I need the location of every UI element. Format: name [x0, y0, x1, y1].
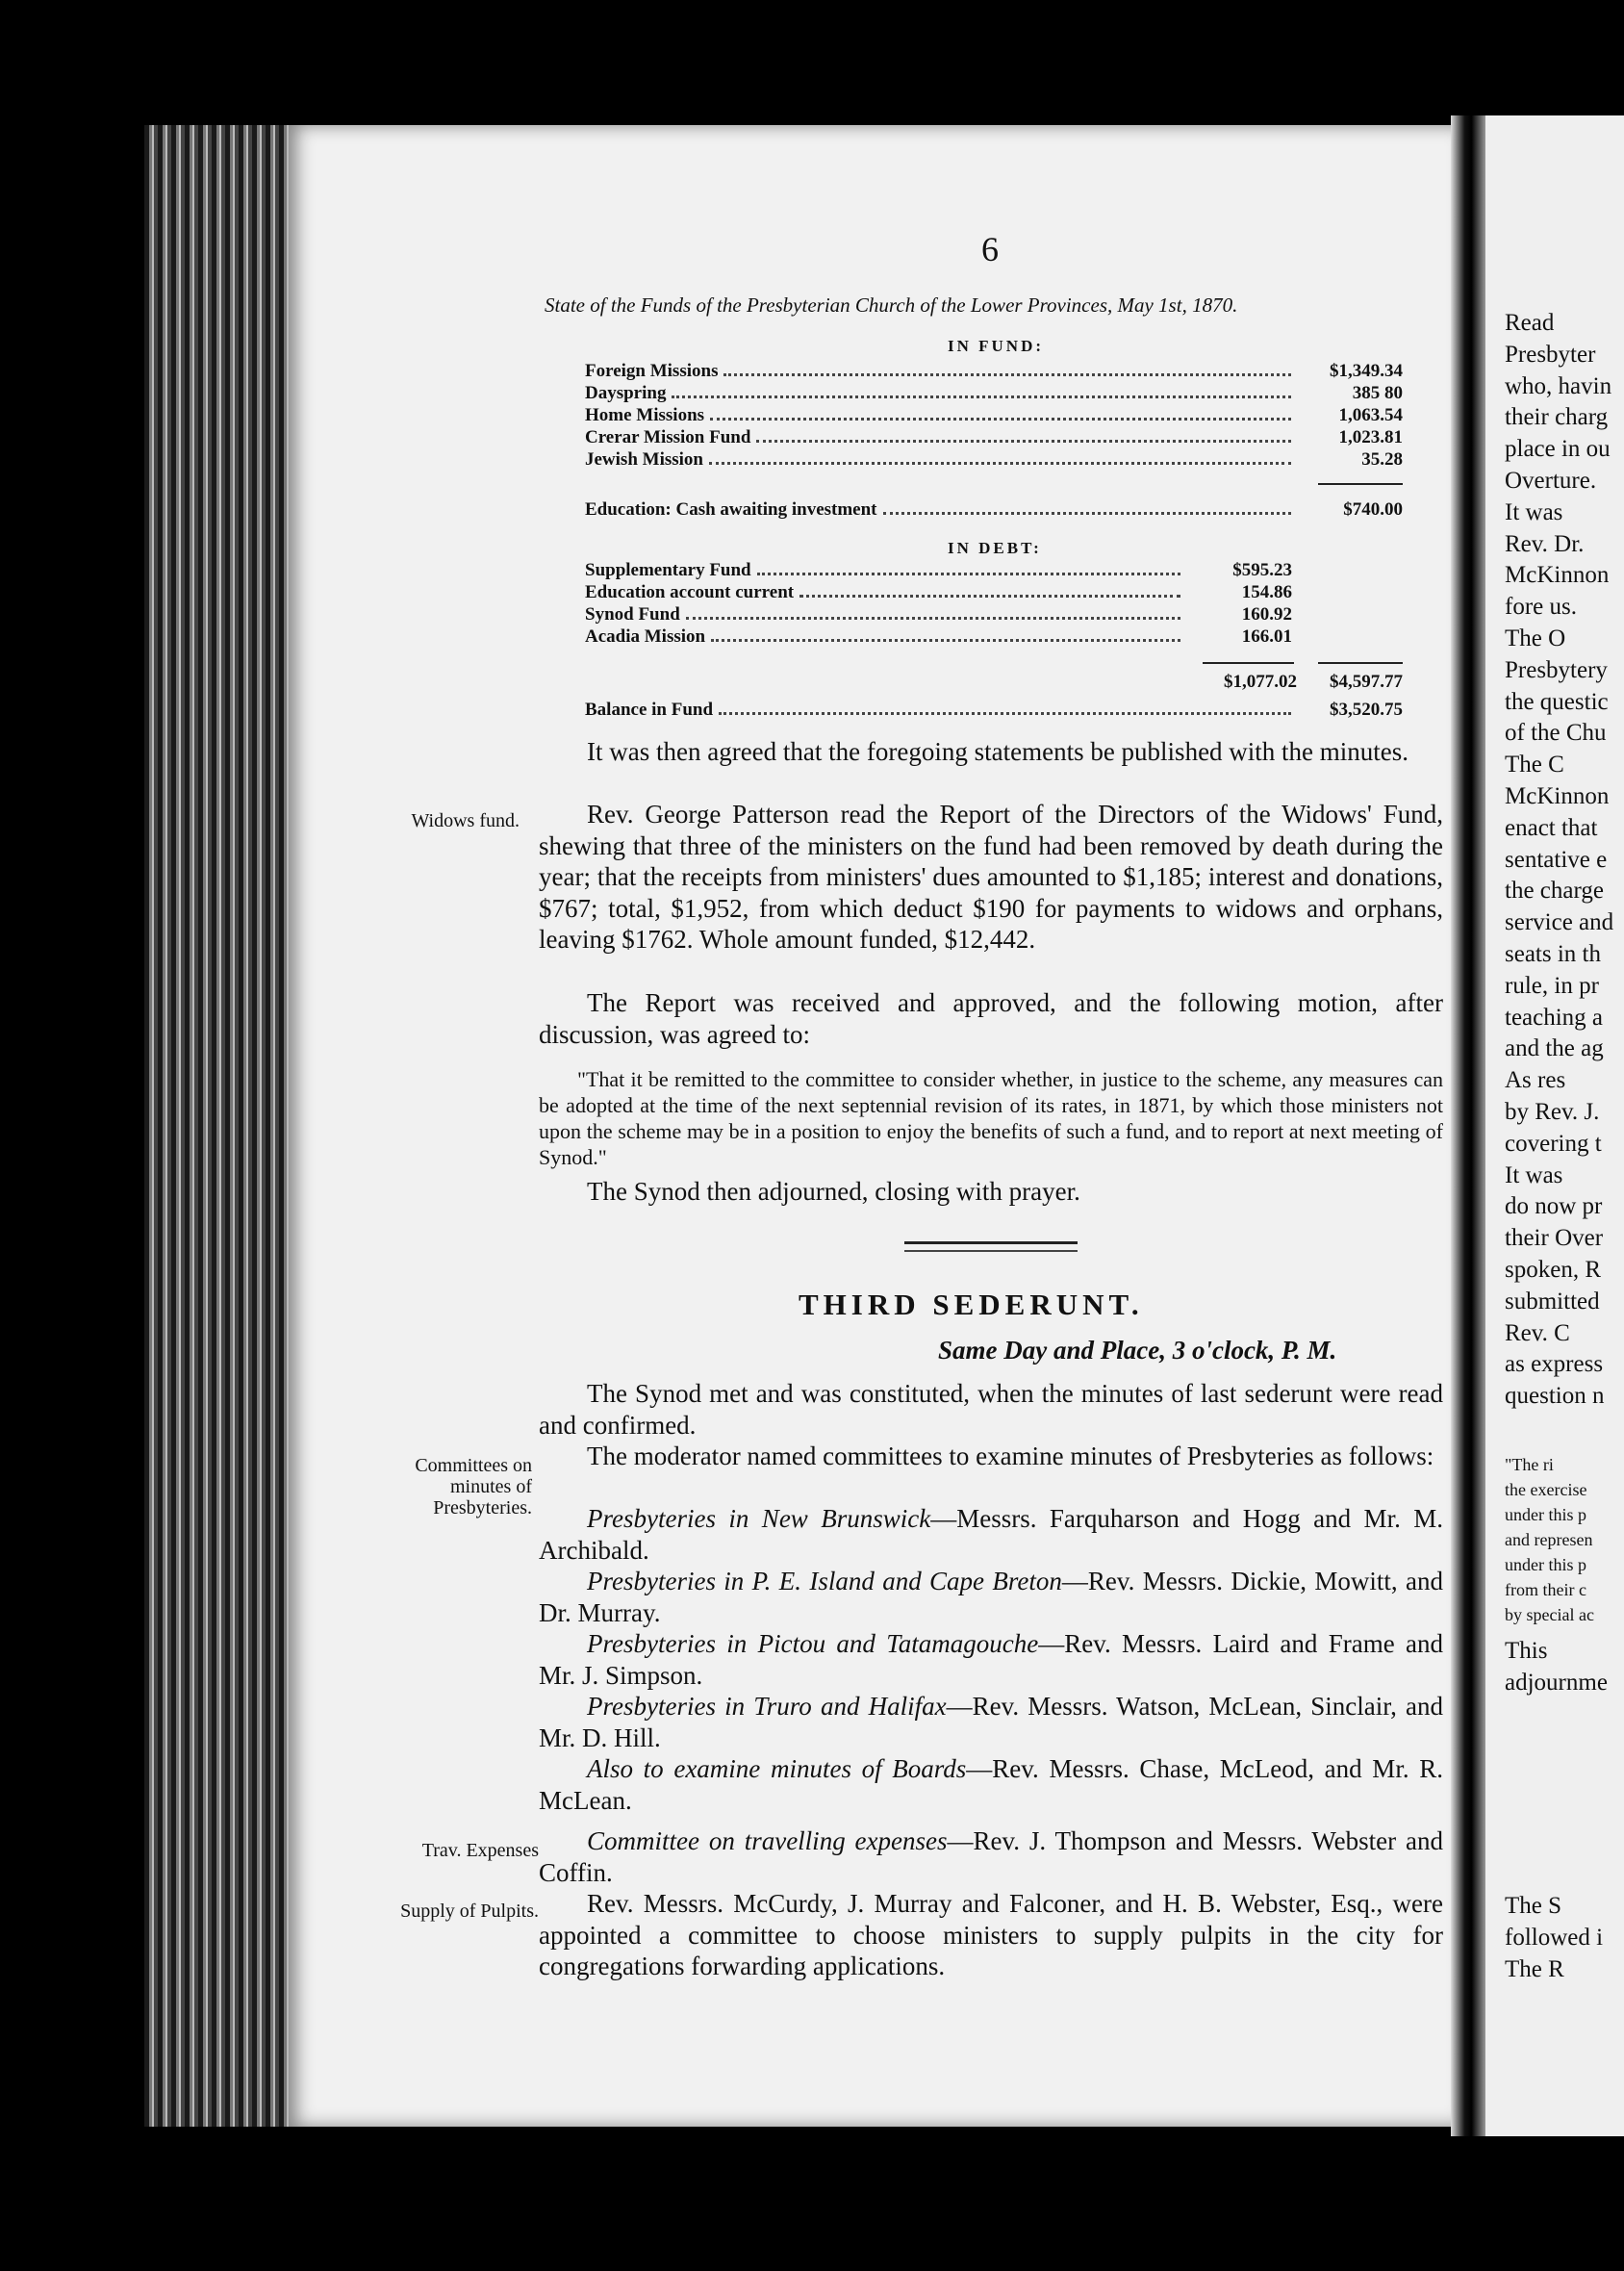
leader-dots: [711, 639, 1180, 642]
committee-label: Presbyteries in Truro and Halifax: [587, 1692, 947, 1721]
balance-label: Balance in Fund: [585, 700, 714, 720]
section-divider: [904, 1241, 1078, 1252]
fund-row: [585, 383, 1403, 404]
fund-row-amount: 35.28: [1361, 449, 1403, 470]
right-page-line: question n: [1505, 1383, 1605, 1410]
debt-row: [585, 626, 1403, 648]
leader-dots: [883, 512, 1292, 515]
committee-members: —Rev. Messrs. Laird and Frame and Mr. J. Simpson.: [539, 1629, 1443, 1690]
right-page-line: the questic: [1505, 688, 1609, 715]
debt-row-amount: $595.23: [1232, 560, 1292, 580]
fund-row-label: Dayspring: [585, 383, 667, 403]
right-page-line: Presbytery: [1505, 656, 1608, 683]
debt-row-label: Acadia Mission: [585, 626, 706, 647]
right-page-line: Overture.: [1505, 468, 1597, 494]
debt-row-amount: 154.86: [1241, 582, 1292, 602]
right-page-line: The O: [1505, 625, 1566, 651]
right-page-quote-line: under this p: [1505, 1505, 1586, 1524]
right-page-quote-line: "The ri: [1505, 1455, 1554, 1474]
right-page-line: of the Chu: [1505, 720, 1607, 747]
debt-row-label: Education account current: [585, 582, 795, 602]
leader-dots: [686, 617, 1180, 620]
right-page-line: covering t: [1505, 1130, 1602, 1157]
travel-committee-members: —Rev. J. Thompson and Messrs. Webster and Coffin.: [539, 1826, 1443, 1887]
leader-dots: [757, 573, 1180, 575]
right-page-line: followed i: [1505, 1925, 1604, 1951]
right-page-line: Rev. C: [1505, 1319, 1570, 1346]
right-page-line: who, havin: [1505, 372, 1612, 399]
committee-label: Presbyteries in New Brunswick: [587, 1504, 931, 1533]
total-debt: $1,077.02: [1224, 672, 1297, 692]
committee-members: —Rev. Messrs. Chase, McLeod, and Mr. R. McLean.: [539, 1754, 1443, 1815]
in-fund-heading: IN FUND:: [948, 337, 1045, 355]
right-page-line: place in ou: [1505, 436, 1611, 463]
right-page-line: submitted: [1505, 1288, 1600, 1314]
debt-row-label: Supplementary Fund: [585, 560, 751, 580]
right-page-line: Presbyter: [1505, 341, 1596, 368]
debt-row: [585, 582, 1403, 603]
funds-title: State of the Funds of the Presbyterian Church of the Lower Provinces, May 1st, 1870.: [545, 293, 1238, 317]
fund-row: [585, 405, 1403, 426]
fund-row: [585, 449, 1403, 471]
committee-entry: [539, 1691, 1443, 1753]
fund-row: [585, 427, 1403, 448]
committee-entry: [539, 1753, 1443, 1816]
right-page-line: McKinnon: [1505, 783, 1610, 809]
right-page-line: as express: [1505, 1351, 1604, 1378]
debt-row: [585, 560, 1403, 581]
in-debt-heading: IN DEBT:: [948, 539, 1042, 557]
debt-row-label: Synod Fund: [585, 604, 680, 625]
committee-label: Presbyteries in P. E. Island and Cape Breton: [587, 1567, 1062, 1595]
balance-row: [585, 700, 1403, 721]
section-date: Same Day and Place, 3 o'clock, P. M.: [938, 1336, 1337, 1365]
committee-members: —Messrs. Farquharson and Hogg and Mr. M. Archibald.: [539, 1504, 1443, 1565]
education-row: [585, 499, 1403, 521]
fund-row-label: Foreign Missions: [585, 361, 719, 381]
right-page-line: and the ag: [1505, 1035, 1604, 1062]
paragraph-publish: It was then agreed that the foregoing statements be published with the minutes.: [587, 737, 1409, 766]
leader-dots: [709, 462, 1291, 465]
leader-dots: [799, 595, 1180, 598]
right-page-line: rule, in pr: [1505, 972, 1599, 999]
right-page-line: do now pr: [1505, 1193, 1603, 1220]
fund-rule: [1318, 662, 1403, 664]
right-page-quote-line: the exercise: [1505, 1480, 1587, 1499]
margin-note-widows: Widows fund.: [411, 810, 520, 831]
debt-rule: [1203, 662, 1294, 664]
right-page-line: the charge: [1505, 878, 1604, 905]
margin-note-travel: Trav. Expenses: [421, 1840, 539, 1861]
right-page-line: This: [1505, 1638, 1548, 1664]
debt-row-amount: 166.01: [1241, 626, 1292, 647]
right-page-line: The S: [1505, 1893, 1562, 1919]
totals-row: [585, 672, 1403, 693]
leader-dots: [710, 418, 1291, 421]
debt-row: [585, 604, 1403, 625]
committee-label: Also to examine minutes of Boards: [587, 1754, 967, 1783]
paragraph-widows-report: Rev. George Patterson read the Report of the Directors of the Widows' Fund, shewing that three of the ministers on the fund had been removed by death during the year; that the receipts from ministers' dues amounted to $1,185; interest and donations, $767; total, $1,952, from which deduct $190 for payments to widows and orphans, leaving $1762. Whole amount funded, $12,442.: [539, 800, 1443, 954]
paragraph-committees: The moderator named committees to examine minutes of Presbyteries as follows:: [587, 1442, 1434, 1470]
fund-row-label: Crerar Mission Fund: [585, 427, 751, 447]
right-page-line: fore us.: [1505, 594, 1577, 621]
right-page-line: spoken, R: [1505, 1257, 1601, 1283]
leader-dots: [723, 373, 1291, 376]
right-page-line: McKinnon: [1505, 562, 1610, 589]
paragraph-travel: [539, 1825, 1443, 1888]
travel-committee-label: Committee on travelling expenses: [587, 1826, 948, 1855]
paragraph-constituted: The Synod met and was constituted, when the minutes of last sederunt were read and confirmed.: [539, 1379, 1443, 1440]
right-page-line: teaching a: [1505, 1004, 1604, 1031]
committee-members: —Rev. Messrs. Dickie, Mowitt, and Dr. Murray.: [539, 1567, 1443, 1627]
sum-rule: [1318, 483, 1403, 485]
debt-row-amount: 160.92: [1241, 604, 1292, 625]
right-page-line: sentative e: [1505, 846, 1608, 873]
committee-entry: [539, 1628, 1443, 1691]
fund-row-amount: 1,023.81: [1338, 427, 1403, 447]
margin-note-committees: Committees on minutes of Presbyteries.: [415, 1455, 532, 1518]
right-page-quote-line: by special ac: [1505, 1605, 1594, 1624]
motion-quote: "That it be remitted to the committee to consider whether, in justice to the scheme, any measures can be adopted at the time of the next septennial revision of its rates, in 1871, by which those ministers not upon the scheme may be in a position to enjoy the benefits of such a fund, and to report at next meeting of Synod.": [539, 1067, 1443, 1169]
fund-row-amount: 385 80: [1352, 383, 1403, 403]
right-page-line: seats in th: [1505, 941, 1601, 967]
fund-row-label: Jewish Mission: [585, 449, 703, 470]
fund-row-amount: $1,349.34: [1330, 361, 1403, 381]
right-page-quote-line: under this p: [1505, 1555, 1586, 1574]
education-amount: $740.00: [1343, 499, 1403, 520]
right-page-line: As res: [1505, 1067, 1566, 1094]
paragraph-report-approved: The Report was received and approved, and the following motion, after discussion, was agreed to:: [539, 988, 1443, 1049]
right-page-line: Read: [1505, 310, 1555, 336]
committee-label: Presbyteries in Pictou and Tatamagouche: [587, 1629, 1039, 1658]
committee-entry: [539, 1566, 1443, 1628]
education-label: Education: Cash awaiting investment: [585, 499, 877, 520]
right-page-line: The R: [1505, 1956, 1564, 1982]
right-page-quote-line: from their c: [1505, 1580, 1586, 1599]
fund-row-amount: 1,063.54: [1338, 405, 1403, 425]
right-page-line: Rev. Dr.: [1505, 530, 1585, 557]
page-number: 6: [981, 230, 999, 268]
committee-entry: [539, 1503, 1443, 1566]
paragraph-supply: Rev. Messrs. McCurdy, J. Murray and Falconer, and H. B. Webster, Esq., were appointed a committee to choose ministers to supply pulpits in the city for congregations forwarding applications.: [539, 1889, 1443, 1980]
page-stack-edge: [144, 125, 298, 2127]
right-page-line: their Over: [1505, 1225, 1604, 1252]
leader-dots: [672, 396, 1291, 398]
leader-dots: [719, 712, 1291, 715]
right-page-line: by Rev. J.: [1505, 1099, 1600, 1125]
right-page-line: service and: [1505, 909, 1614, 936]
fund-row-label: Home Missions: [585, 405, 705, 425]
paragraph-adjourned: The Synod then adjourned, closing with prayer.: [587, 1177, 1080, 1206]
right-page-line: enact that: [1505, 814, 1598, 841]
right-page: [1485, 115, 1624, 2136]
section-title: THIRD SEDERUNT.: [799, 1288, 1144, 1321]
balance-amount: $3,520.75: [1330, 700, 1403, 720]
right-page-line: It was: [1505, 1161, 1563, 1188]
leader-dots: [756, 440, 1291, 443]
right-page-line: The C: [1505, 752, 1564, 778]
committee-members: —Rev. Messrs. Watson, McLean, Sinclair, and Mr. D. Hill.: [539, 1692, 1443, 1752]
book-gutter: [1451, 115, 1485, 2136]
right-page-line: It was: [1505, 498, 1563, 525]
right-page-line: their charg: [1505, 404, 1609, 431]
total-fund: $4,597.77: [1330, 672, 1403, 692]
fund-row: [585, 361, 1403, 382]
margin-note-supply: Supply of Pulpits.: [400, 1901, 539, 1922]
right-page-line: adjournme: [1505, 1670, 1608, 1696]
right-page-quote-line: and represen: [1505, 1530, 1593, 1549]
